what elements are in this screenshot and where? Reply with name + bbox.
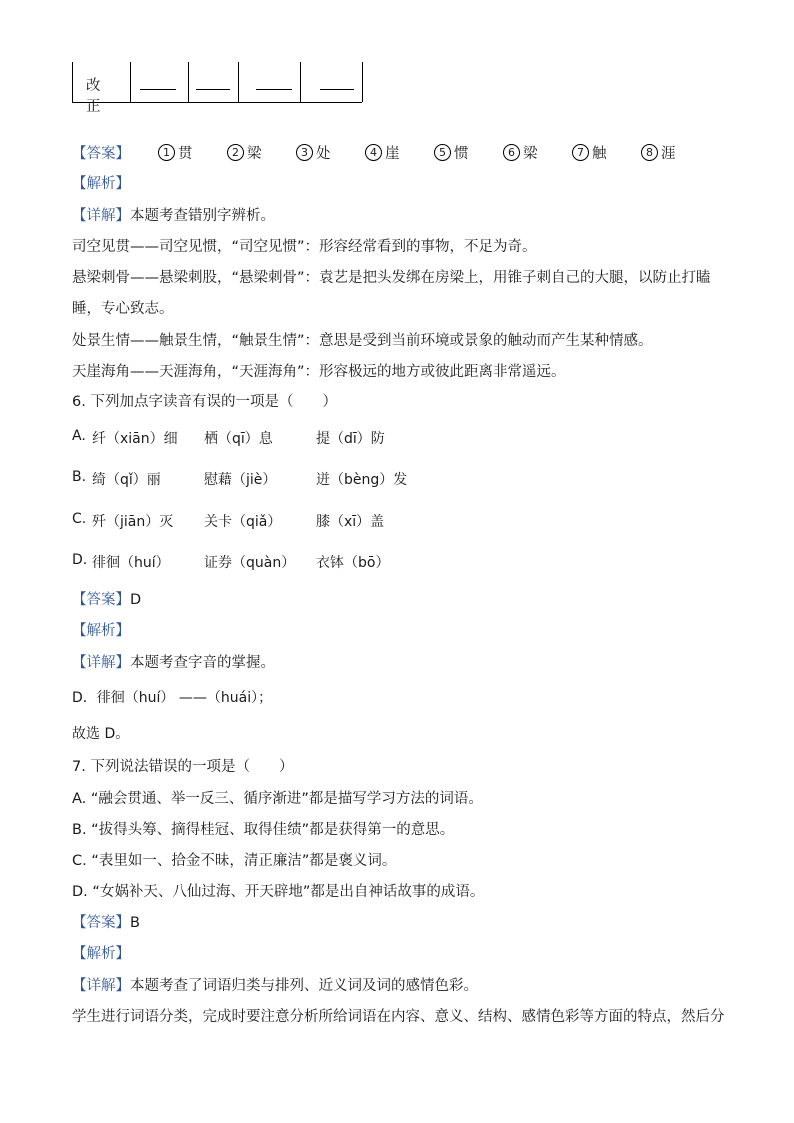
explanation-line: 司空见贯——司空见惯，“司空见惯”：形容经常看到的事物，不足为奇。	[72, 239, 537, 255]
answer-char: 梁	[523, 146, 538, 162]
answer-char: 触	[592, 146, 607, 162]
answer-char: 梁	[247, 146, 262, 162]
explanation-line: 学生进行词语分类，完成时要注意分析所给词语在内容、意义、结构、感情色彩等方面的特点，然后分	[72, 1009, 725, 1025]
answer-item	[572, 142, 607, 163]
option-item: 栖（qī）息	[204, 431, 273, 447]
answer-item	[296, 142, 331, 163]
detail-tag: 【详解】	[72, 208, 130, 224]
answer-char: 崖	[385, 146, 400, 162]
detail-tag: 【详解】	[72, 978, 130, 994]
answer-item	[365, 142, 400, 163]
analysis-tag: 【解析】	[72, 946, 130, 962]
analysis-tag: 【解析】	[72, 623, 130, 639]
option-item: 纤（xiān）细	[92, 431, 178, 447]
option-item: 关卡（qiǎ）	[204, 514, 282, 530]
table-border	[72, 62, 73, 102]
circled-number: 1	[158, 144, 175, 161]
circled-number: 3	[296, 144, 313, 161]
answer-line	[72, 911, 140, 932]
detail-text: 本题考查字音的掌握。	[130, 655, 275, 671]
explanation-line: 处景生情——触景生情，“触景生情”：意思是受到当前环境或景象的触动而产生某种情感。	[72, 333, 653, 349]
option-line: C. “表里如一、拾金不昧，清正廉洁”都是褒义词。	[72, 853, 397, 869]
answer-line	[72, 588, 141, 609]
option-item: 膝（xī）盖	[316, 514, 385, 530]
detail-tag: 【详解】	[72, 655, 130, 671]
circled-number: 5	[434, 144, 451, 161]
explanation-line: 悬梁刺骨——悬梁刺股，“悬梁刺骨”：袁艺是把头发绑在房梁上，用锥子刺自己的大腿，以防止打瞌	[72, 270, 711, 286]
table-border	[238, 62, 239, 102]
answer-tag: 【答案】	[72, 146, 130, 162]
blank-line	[196, 89, 230, 90]
detail-line	[72, 204, 275, 225]
detail-text: 本题考查错别字辨析。	[130, 208, 275, 224]
option-item: 歼（jiān）灭	[92, 514, 174, 530]
option-item: 徘徊（huí）	[92, 555, 170, 571]
blank-line	[256, 89, 292, 90]
option-item: 慰藉（jiè）	[204, 472, 277, 488]
answer-item	[158, 142, 193, 163]
answer-item	[434, 142, 469, 163]
table-border	[188, 62, 189, 102]
option-item: 迸（bèng）发	[316, 472, 408, 488]
option-label: B.	[72, 469, 87, 485]
answer-value: D	[130, 592, 142, 608]
question-stem: 6. 下列加点字读音有误的一项是（ ）	[72, 394, 337, 410]
circled-number: 8	[641, 144, 658, 161]
answer-item	[503, 142, 538, 163]
question-stem: 7. 下列说法错误的一项是（ ）	[72, 759, 294, 775]
table-border	[300, 62, 301, 102]
circled-number: 6	[503, 144, 520, 161]
option-item: 证券（quàn）	[204, 555, 296, 571]
table-border	[362, 62, 363, 102]
answer-char: 贯	[178, 146, 193, 162]
analysis-tag: 【解析】	[72, 176, 130, 192]
answer-tag: 【答案】	[72, 592, 130, 608]
conclusion-line: 故选 D。	[72, 726, 130, 742]
table-border	[72, 102, 362, 103]
option-line: A. “融会贯通、举一反三、循序渐进”都是描写学习方法的词语。	[72, 791, 483, 807]
option-label: A.	[72, 428, 86, 444]
detail-line	[72, 974, 478, 995]
answer-item	[641, 142, 676, 163]
option-item: 提（dī）防	[316, 431, 385, 447]
option-item: 衣钵（bō）	[316, 555, 390, 571]
detail-line	[72, 651, 275, 672]
option-label: D.	[72, 552, 88, 568]
explanation-line: D．徘徊（huí） ——（huái）；	[72, 690, 273, 706]
blank-line	[320, 89, 354, 90]
explanation-line: 睡，专心致志。	[72, 301, 174, 317]
explanation-line: 天崖海角——天涯海角，“天涯海角”：形容极远的地方或彼此距离非常遥远。	[72, 364, 566, 380]
circled-number: 2	[227, 144, 244, 161]
option-line: D. “女娲补天、八仙过海、开天辟地”都是出自神话故事的成语。	[72, 884, 485, 900]
answer-char: 涯	[661, 146, 676, 162]
answer-value: B	[130, 915, 140, 931]
option-item: 绮（qǐ）丽	[92, 472, 161, 488]
circled-number: 4	[365, 144, 382, 161]
answer-tag: 【答案】	[72, 915, 130, 931]
detail-text: 本题考查了词语归类与排列、近义词及词的感情色彩。	[130, 978, 478, 994]
option-label: C.	[72, 511, 87, 527]
answer-char: 惯	[454, 146, 469, 162]
answer-item	[227, 142, 262, 163]
table-border	[130, 62, 131, 102]
option-line: B. “拔得头筹、摘得桂冠、取得佳绩”都是获得第一的意思。	[72, 822, 455, 838]
blank-line	[140, 89, 176, 90]
circled-number: 7	[572, 144, 589, 161]
table-row-label: 改正	[86, 78, 101, 115]
answer-char: 处	[316, 146, 331, 162]
